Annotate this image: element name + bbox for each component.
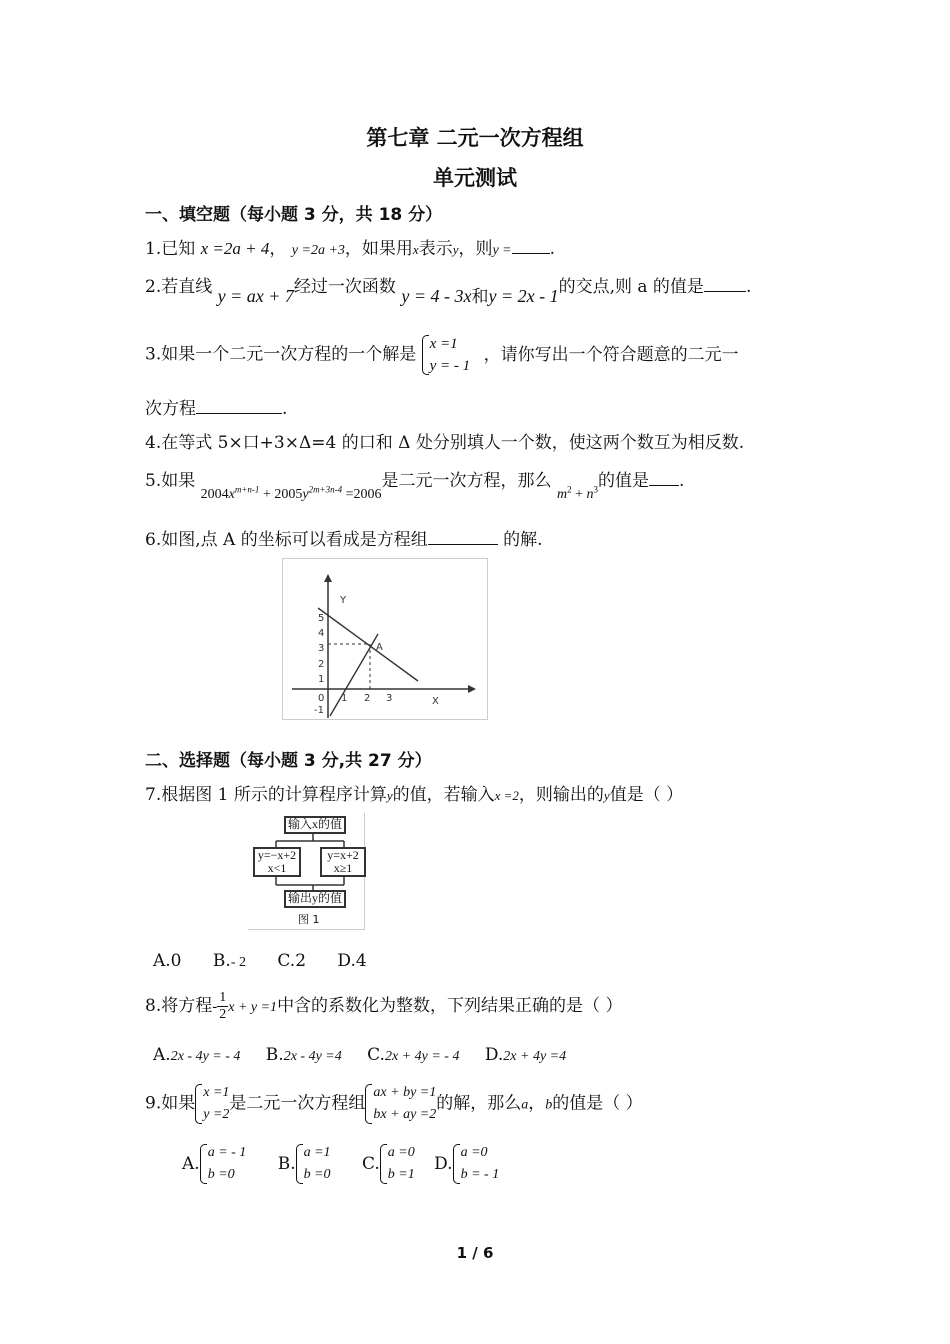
q1-post: .	[549, 239, 556, 259]
q8-option-c-eq: 2x + 4y = - 4	[384, 1049, 460, 1064]
q9-b: b	[545, 1097, 553, 1113]
q7-option-d[interactable]: D.4	[337, 951, 367, 971]
q9-s2: y =2	[203, 1107, 230, 1122]
section-2-heading: 二、选择题（每小题 3 分,共 27 分）	[145, 751, 432, 771]
q9-option-b[interactable]	[277, 1145, 331, 1182]
q9-brace-1	[195, 1084, 202, 1124]
q9-option-c[interactable]	[361, 1145, 415, 1182]
q8-option-d-label: D.	[484, 1045, 504, 1065]
q1-eq1: x =2a + 4	[200, 239, 270, 258]
q1-mid: ，如果用	[344, 239, 413, 259]
q2-end: .	[745, 277, 752, 297]
q3-end: .	[282, 399, 288, 419]
q7-option-b-value: - 2	[230, 955, 246, 970]
point-a-label: A	[376, 642, 383, 653]
question-1	[145, 234, 555, 259]
q3-line2: 次方程	[145, 399, 196, 419]
coordinate-graph	[282, 558, 488, 720]
q9-options	[182, 1142, 499, 1186]
q8-numerator: 1	[219, 990, 227, 1005]
q8-fraction	[217, 990, 228, 1023]
q1-mid2: 表示	[418, 239, 453, 259]
q9-post: 的值是（ ）	[552, 1093, 643, 1114]
q3-sys-line2: y = - 1	[429, 358, 471, 374]
y-tick-2: 2	[318, 659, 325, 670]
q8-option-d-eq: 2x + 4y =4	[503, 1049, 567, 1064]
question-3	[145, 333, 739, 377]
q8-option-b[interactable]	[266, 1045, 342, 1065]
q2-mid: 经过一次函数	[293, 277, 396, 297]
q9-option-b-brace	[296, 1144, 303, 1184]
q1-sep: ，	[269, 239, 287, 259]
q9-option-d-label: D.	[434, 1153, 453, 1174]
q9-option-c-l2: b =1	[387, 1167, 415, 1182]
q8-post: 中含的系数化为整数，下列结果正确的是（ ）	[277, 996, 623, 1016]
q8-option-c-label: C.	[367, 1045, 385, 1065]
q5-n: n	[586, 487, 594, 502]
q3-sys-line1: x =1	[429, 336, 458, 352]
q1-eq2: y =2a +3	[291, 243, 345, 258]
q6-post: 的解.	[497, 530, 543, 550]
q8-option-d[interactable]	[485, 1045, 566, 1065]
q7-option-b[interactable]	[213, 951, 246, 971]
q9-option-d[interactable]	[434, 1145, 500, 1182]
q5-m: m	[556, 487, 568, 502]
q5-pre: 5.如果	[145, 471, 196, 491]
origin-label: 0	[318, 693, 325, 704]
q5-n-exp: 3	[593, 484, 598, 495]
y-tick-4: 4	[318, 628, 325, 639]
q8-minus: -	[212, 999, 218, 1015]
y-tick-3: 3	[318, 643, 325, 654]
q5-exp2: 2m+3n-4	[308, 484, 343, 495]
q7-options	[153, 951, 393, 971]
flow-left-box	[253, 847, 301, 877]
q7-option-c[interactable]: C.2	[277, 951, 307, 971]
q2-eq2: y = 4 - 3x	[401, 286, 472, 306]
q5-equation	[200, 484, 382, 502]
q9-option-d-l1: a =0	[460, 1145, 488, 1160]
q8-option-b-eq: 2x - 4y =4	[283, 1049, 342, 1064]
q5-expression	[556, 484, 598, 502]
q5-y: y	[302, 487, 309, 502]
q7-post: 值是（ ）	[609, 785, 684, 805]
q7-option-a[interactable]: A.0	[153, 951, 182, 971]
q2-eq1: y = ax + 7	[217, 286, 294, 306]
q7-eq: x =2	[494, 788, 519, 803]
q5-x: x	[228, 487, 235, 502]
q9-option-a[interactable]	[182, 1145, 247, 1182]
flow-output-box: 输出y的值	[284, 890, 346, 908]
q3-answer-blank[interactable]	[196, 399, 282, 414]
q8-option-a-eq: 2x - 4y = - 4	[170, 1049, 241, 1064]
q2-answer-blank[interactable]	[704, 277, 746, 292]
q7-y2: y	[603, 788, 610, 803]
q6-answer-blank[interactable]	[428, 530, 498, 545]
graph-border	[283, 559, 488, 720]
q9-mid: 是二元一次方程组	[229, 1093, 366, 1114]
q8-denominator: 2	[219, 1007, 227, 1022]
q8-option-a-label: A.	[153, 1045, 171, 1065]
y-axis-label: Y	[340, 595, 347, 606]
q8-option-c[interactable]	[367, 1045, 459, 1065]
q1-x: x	[412, 242, 419, 257]
q1-y: y	[452, 242, 459, 257]
q9-mid2: 的解，那么	[436, 1093, 522, 1114]
flow-left-line2: x<1	[267, 861, 287, 875]
page-number: 1 / 6	[456, 1244, 494, 1262]
flow-right-line2: x≥1	[333, 861, 353, 875]
y-tick-neg1: -1	[314, 705, 324, 716]
q3-brace	[422, 335, 429, 375]
question-6	[145, 525, 543, 550]
x-tick-2: 2	[364, 693, 371, 704]
q9-option-c-brace	[380, 1144, 387, 1184]
q5-post: 的值是	[597, 471, 649, 491]
q1-answer-blank[interactable]	[512, 239, 550, 254]
q3-pre: 3.如果一个二元一次方程的一个解是	[145, 344, 417, 365]
question-9	[145, 1082, 643, 1126]
q9-option-b-l1: a =1	[303, 1145, 331, 1160]
q1-eq3: y =	[492, 243, 512, 258]
coordinate-graph-figure	[282, 558, 488, 720]
question-2	[145, 272, 752, 307]
q2-post: 的交点,则 a 的值是	[558, 277, 704, 297]
q7-mid2: ，则输出的	[518, 785, 604, 805]
q8-pre: 8.将方程	[145, 996, 213, 1016]
flowchart-figure	[248, 813, 365, 930]
q9-option-c-label: C.	[361, 1153, 380, 1174]
q9-option-a-brace	[200, 1144, 207, 1184]
q9-option-a-system	[200, 1142, 247, 1186]
q5-rhs: =2006	[342, 487, 382, 502]
q2-pre: 2.若直线	[145, 277, 213, 297]
q9-option-b-label: B.	[277, 1153, 296, 1174]
q9-pre: 9.如果	[145, 1093, 196, 1114]
q9-option-b-system	[296, 1142, 331, 1186]
q2-and: 和	[471, 287, 489, 307]
flow-caption: 图 1	[298, 913, 320, 926]
question-8	[145, 990, 622, 1023]
flow-input-box: 输入x的值	[284, 816, 346, 834]
flow-left-line1: y=−x+2	[257, 848, 297, 862]
question-5	[145, 466, 685, 502]
q8-option-a[interactable]	[153, 1045, 240, 1065]
section-1-heading: 一、填空题（每小题 3 分，共 18 分）	[145, 205, 443, 225]
q3-solution-system	[422, 333, 471, 377]
flow-right-line1: y=x+2	[327, 848, 359, 862]
q9-option-d-l2: b = - 1	[460, 1167, 500, 1182]
q7-pre: 7.根据图 1 所示的计算程序计算	[145, 785, 387, 805]
q9-option-b-l2: b =0	[303, 1167, 331, 1182]
question-3-line2	[145, 394, 287, 419]
q7-y: y	[386, 788, 393, 803]
y-tick-1: 1	[318, 674, 325, 685]
q5-end: .	[678, 471, 685, 491]
question-4: 4.在等式 5×口+3×Δ=4 的口和 Δ 处分别填人一个数，使这两个数互为相反数.	[145, 433, 745, 453]
q9-t2: bx + ay =2	[373, 1107, 437, 1122]
q5-mid: 是二元一次方程，那么	[381, 471, 552, 491]
q8-option-b-label: B.	[265, 1045, 284, 1065]
q9-option-a-l1: a = - 1	[207, 1145, 247, 1160]
q5-m-exp: 2	[567, 484, 572, 495]
flow-right-box	[320, 847, 366, 877]
q2-eq3: y = 2x - 1	[488, 286, 559, 306]
q9-equation-system	[365, 1082, 436, 1126]
q7-option-b-label: B.	[212, 951, 231, 971]
q9-comma: ，	[528, 1093, 546, 1114]
q9-option-d-system	[453, 1142, 500, 1186]
q9-option-a-l2: b =0	[207, 1167, 235, 1182]
q1-pre: 1.已知	[145, 239, 196, 259]
q5-plus: + 2005	[259, 487, 303, 502]
x-tick-3: 3	[386, 693, 393, 704]
question-7	[145, 780, 683, 805]
q9-brace-2	[365, 1084, 372, 1124]
x-axis-label: X	[432, 696, 439, 707]
q9-s1: x =1	[203, 1085, 230, 1100]
page-subtitle: 单元测试	[433, 166, 517, 190]
q1-mid3: ，则	[458, 239, 493, 259]
q8-eq: x + y =1	[228, 1000, 278, 1015]
q9-t1: ax + by =1	[373, 1085, 437, 1100]
q8-options	[153, 1045, 566, 1065]
q9-option-a-label: A.	[182, 1153, 200, 1174]
q9-a: a	[521, 1097, 529, 1113]
y-tick-5: 5	[318, 613, 325, 624]
q5-c1: 2004	[200, 487, 229, 502]
page-title: 第七章 二元一次方程组	[366, 126, 584, 150]
q5-answer-blank[interactable]	[649, 471, 679, 486]
q3-post: ，请你写出一个符合题意的二元一	[483, 344, 739, 365]
x-tick-1: 1	[341, 693, 348, 704]
q9-option-c-system	[380, 1142, 415, 1186]
q9-option-d-brace	[453, 1144, 460, 1184]
q6-pre: 6.如图,点 A 的坐标可以看成是方程组	[145, 530, 428, 550]
q5-exp1: m+n-1	[234, 484, 260, 495]
q7-mid: 的值，若输入	[392, 785, 495, 805]
q9-option-c-l1: a =0	[387, 1145, 415, 1160]
q9-solution-system	[195, 1082, 229, 1126]
q5-plus2: +	[571, 487, 587, 502]
